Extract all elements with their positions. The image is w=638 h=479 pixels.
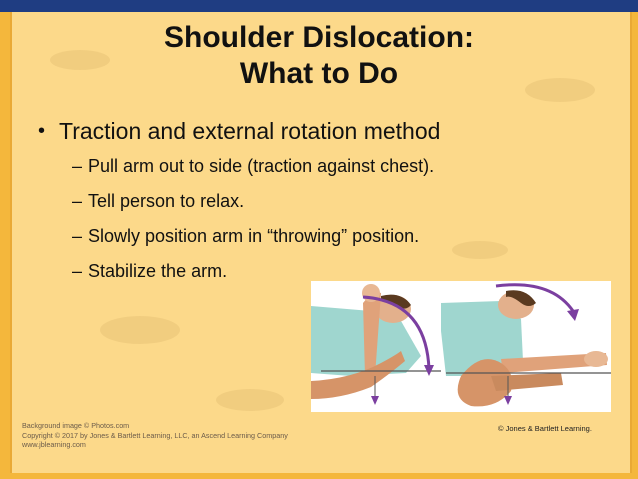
footer-line: Background image © Photos.com (22, 421, 130, 430)
dash: – (72, 226, 83, 246)
right-panel (441, 285, 611, 407)
title-line-2: What to Do (239, 57, 399, 90)
dash: – (72, 156, 83, 176)
title-line-1: Shoulder Dislocation: (163, 21, 475, 54)
sub-bullet-item (72, 225, 598, 247)
sub-bullet-item (72, 155, 598, 177)
dash: – (72, 261, 83, 281)
sub-bullet-text: Slowly position arm in “throwing” position. (88, 226, 420, 246)
bullet-symbol: • (38, 120, 46, 142)
left-panel (311, 284, 441, 405)
bullet-item (38, 117, 598, 145)
slide-title (0, 20, 638, 92)
footer-line: Copyright © 2017 by Jones & Bartlett Learning, LLC, an Ascend Learning Company (22, 430, 288, 440)
shoulder-reduction-illustration (311, 281, 611, 412)
bullet-text: Traction and external rotation method (59, 118, 441, 144)
dash: – (72, 191, 83, 211)
sub-bullet-text: Pull arm out to side (traction against chest). (88, 156, 435, 176)
image-credit: © Jones & Bartlett Learning. (498, 424, 592, 433)
sub-bullet-item (72, 260, 598, 282)
sub-bullet-text: Stabilize the arm. (88, 261, 228, 281)
sub-bullet-text: Tell person to relax. (88, 191, 245, 211)
top-bar (0, 0, 638, 12)
sub-bullet-list (38, 155, 598, 282)
bullet-list (38, 117, 598, 295)
sub-bullet-item (72, 190, 598, 212)
footer-line: www.jblearning.com (22, 440, 86, 449)
footer (22, 421, 288, 450)
